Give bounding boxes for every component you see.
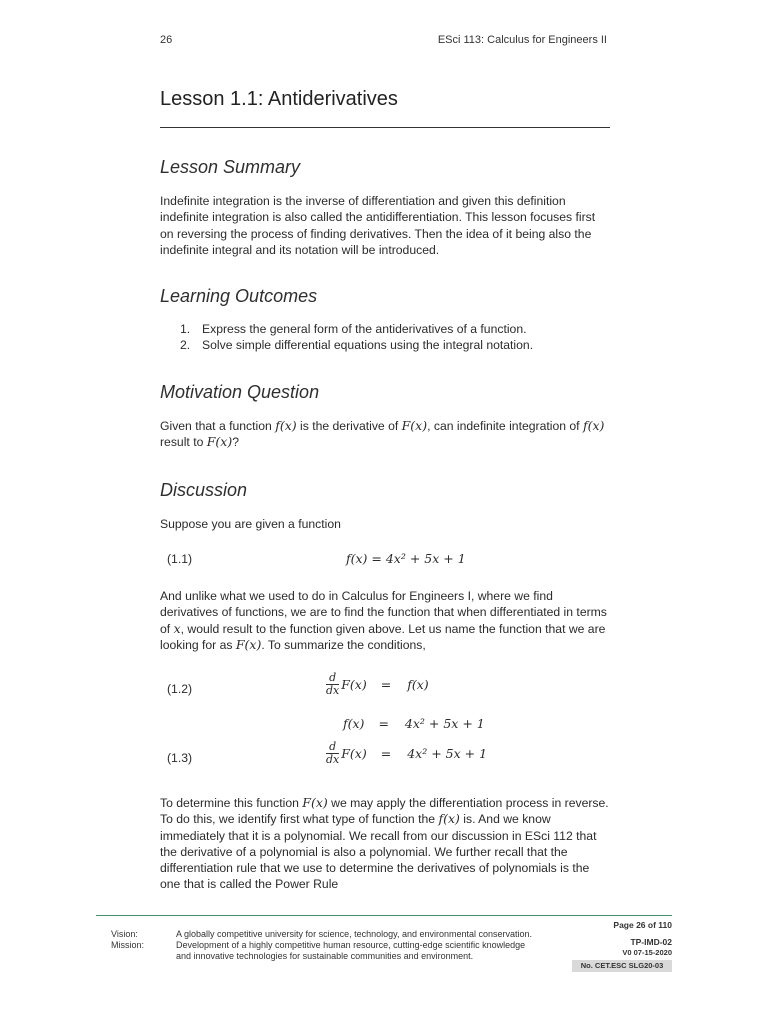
summary-heading: Lesson Summary (160, 157, 301, 177)
mission-text: and innovative technologies for sustainable communities and environment. (176, 951, 474, 961)
discussion-heading: Discussion (160, 480, 248, 500)
equation-intermediate: f(x) = 4x² + 5x + 1 (343, 716, 485, 731)
version-label: V0 07-15-2020 (622, 948, 672, 957)
equation-number: (1.3) (167, 751, 193, 765)
page-of-label: Page 26 of 110 (613, 920, 672, 930)
equation-number: (1.2) (167, 682, 193, 696)
discussion-paragraph: And unlike what we used to do in Calculus for Engineers I, where we find derivatives of functions, we are to find the function that when differentiated in terms of x, would result to the function given above. Let us name the function that we are looking for as F(x). To summarize the conditions, (160, 589, 607, 652)
outcome-item: 2. Solve simple differential equations using the integral notation. (180, 338, 534, 353)
motivation-text: Given that a function f(x) is the derivative of F(x), can indefinite integration of f(x) result to F(x)? (160, 418, 605, 450)
motivation-heading: Motivation Question (160, 382, 320, 402)
outcomes-heading: Learning Outcomes (160, 286, 318, 306)
vision-text: A globally competitive university for science, technology, and environmental conservation. (176, 929, 533, 939)
vision-label: Vision: (111, 929, 138, 939)
discussion-paragraph: To determine this function F(x) we may apply the differentiation process in reverse. To do this, we identify first what type of function the f(x) is. And we know immediately that it is a polynomial. We recall from our discussion in ESci 112 that the derivative of a polynomial is also a polynomial. We further recall that the differentiation rule that we use to determine the derivatives of polynomials is the one that is called the Power Rule (160, 795, 609, 892)
discussion-intro: Suppose you are given a function (160, 517, 341, 531)
equation-1-2: $\frac{d}{dx}$ F(x) = f(x) (326, 671, 429, 697)
title-divider (160, 127, 610, 128)
lesson-title: Lesson 1.1: Antiderivatives (160, 88, 398, 110)
equation-1-3: $\frac{d}{dx}$ F(x) = 4x² + 5x + 1 (326, 740, 488, 766)
mission-label: Mission: (111, 940, 145, 950)
course-title: ESci 113: Calculus for Engineers II (437, 34, 607, 46)
outcome-item: 1. Express the general form of the antiderivatives of a function. (180, 322, 527, 336)
equation-number: (1.1) (167, 552, 193, 566)
derivative-operator: $\frac{d}{dx}$ (326, 671, 340, 697)
equation-1-1: f(x) = 4x² + 5x + 1 (346, 551, 466, 566)
document-number-badge: No. CET.ESC SLG20-03 (572, 960, 672, 972)
derivative-operator: $\frac{d}{dx}$ (326, 740, 340, 766)
mission-text: Development of a highly competitive human resource, cutting-edge scientific knowledge (176, 940, 526, 950)
footer-divider (96, 915, 672, 916)
doc-code: TP-IMD-02 (630, 937, 672, 947)
summary-text: Indefinite integration is the inverse of differentiation and given this definition indefinite integration is also called the antidifferentiation. This lesson focuses first on reversing the process of finding derivatives. Then the idea of it being also the indefinite integral and its notation will be introduced. (160, 194, 596, 257)
outcomes-list (160, 321, 640, 354)
page-number: 26 (160, 34, 173, 46)
